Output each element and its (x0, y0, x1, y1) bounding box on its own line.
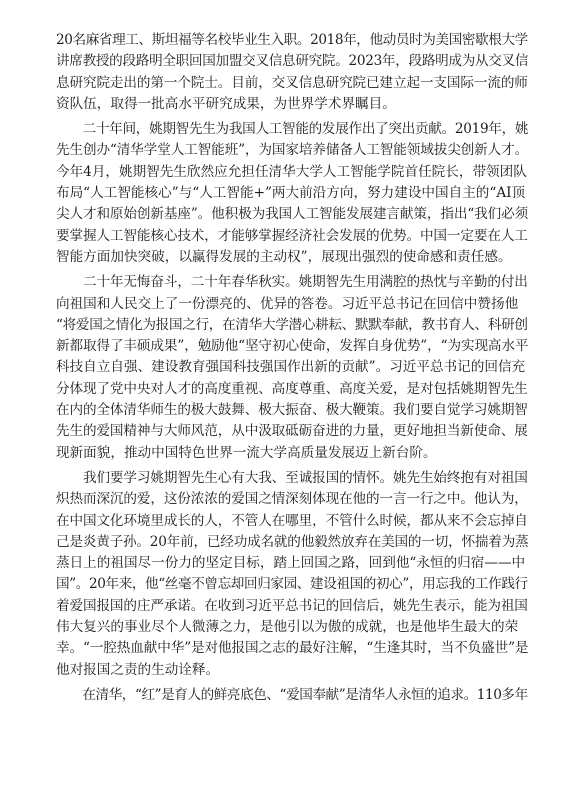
paragraph (56, 30, 528, 115)
text-line: 向祖国和人民交上了一份漂亮的、优异的答卷。习近平总书记在回信中赞扬他 (56, 295, 519, 312)
text-line: 讲席教授的段路明全职回国加盟交叉信息研究院。2023年，段路明成为从交叉信 (56, 53, 528, 70)
text-line: 布局“人工智能核心”与“人工智能+”两大前沿方向，努力建设中国自主的“AI顶 (56, 185, 526, 202)
text-line: 20名麻省理工、斯坦福等名校毕业生入职。2018年，他动员时为美国密歇根大学 (56, 32, 528, 48)
text-line: 现新面貌，推动中国特色世界一流大学高质量发展迈上新台阶。 (56, 444, 437, 461)
text-line: 在清华，“红”是育人的鲜亮底色、“爱国奉献”是清华人永恒的追求。110多年 (56, 686, 528, 703)
text-line: 要掌握人工智能核心技术，才能够掌握经济社会发展的优势。中国一定要在人工 (56, 227, 528, 244)
text-line: 己是炎黄子孙。20年前，已经功成名就的他毅然放弃在美国的一切，怀揣着为蒸 (56, 533, 528, 550)
paragraph (56, 119, 528, 268)
paragraph (56, 272, 528, 464)
text-line: 蒸日上的祖国尽一份力的坚定目标，踏上回国之路，回到他“永恒的归宿——中 (56, 555, 526, 572)
text-line: 他对报国之责的生动诠释。 (56, 661, 220, 678)
text-line: 着爱国报国的庄严承诺。在收到习近平总书记的回信后，姚先生表示，能为祖国 (56, 597, 528, 614)
text-line: 在内的全体清华师生的极大鼓舞、极大振奋、极大鞭策。我们要自觉学习姚期智 (56, 402, 528, 419)
text-line: 智能方面加快突破，以赢得发展的主动权”，展现出强烈的使命感和责任感。 (56, 248, 512, 265)
text-line: 科技自立自强、建设教育强国科技强国作出新的贡献”。习近平总书记的回信充 (56, 359, 526, 376)
text-line: 二十年间，姚期智先生为我国人工智能的发展作出了突出贡献。2019年，姚 (56, 121, 528, 138)
text-line: 新都取得了丰硕成果”，勉励他“坚守初心使命，发挥自身优势”，“为实现高水平 (56, 338, 528, 355)
text-line: “将爱国之情化为报国之行，在清华大学潜心耕耘、默默奉献，教书育人、科研创 (56, 316, 528, 333)
text-line: 我们要学习姚期智先生心有大我、至诚报国的情怀。姚先生始终抱有对祖国 (56, 469, 528, 486)
text-line: 先生创办“清华学堂人工智能班”，为国家培养储备人工智能领域拔尖创新人才。 (56, 142, 528, 159)
text-line: 伟大复兴的事业尽个人微薄之力，是他引以为傲的成就，也是他毕生最大的荣 (56, 619, 519, 636)
text-line: 在中国文化环境里成长的人，不管人在哪里，不管什么时候，都从来不会忘掉自 (56, 512, 528, 529)
text-line: 息研究院走出的第一个院士。目前，交叉信息研究院已建立起一支国际一流的师 (56, 74, 528, 91)
paragraph (56, 685, 528, 706)
text-line: 二十年无悔奋斗，二十年春华秋实。姚期智先生用满腔的热忱与辛勤的付出 (56, 274, 528, 291)
text-line: 资队伍，取得一批高水平研究成果，为世界学术界瞩目。 (56, 95, 396, 112)
text-line: 幸。“一腔热血献中华”是对他报国之志的最好注解，“生逢其时，当不负盛世”是 (56, 640, 528, 657)
text-line: 今年4月，姚期智先生欣然应允担任清华大学人工智能学院首任院长，带领团队 (56, 163, 527, 180)
paragraph (56, 468, 528, 681)
text-line: 分体现了党中央对人才的高度重视、高度尊重、高度关爱，是对包括姚期智先生 (56, 380, 528, 397)
article-body (56, 30, 528, 706)
text-line: 先生的爱国精神与大师风范，从中汲取砥砺奋进的力量，更好地担当新使命、展 (56, 423, 528, 440)
text-line: 尖人才和原始创新基座”。他积极为我国人工智能发展建言献策，指出“我们必须 (56, 206, 528, 223)
text-line: 炽热而深沉的爱，这份浓浓的爱国之情深刻体现在他的一言一行之中。他认为， (56, 491, 528, 508)
text-line: 国”。20年来，他“丝毫不曾忘却回归家园、建设祖国的初心”，用忘我的工作践行 (56, 576, 528, 593)
